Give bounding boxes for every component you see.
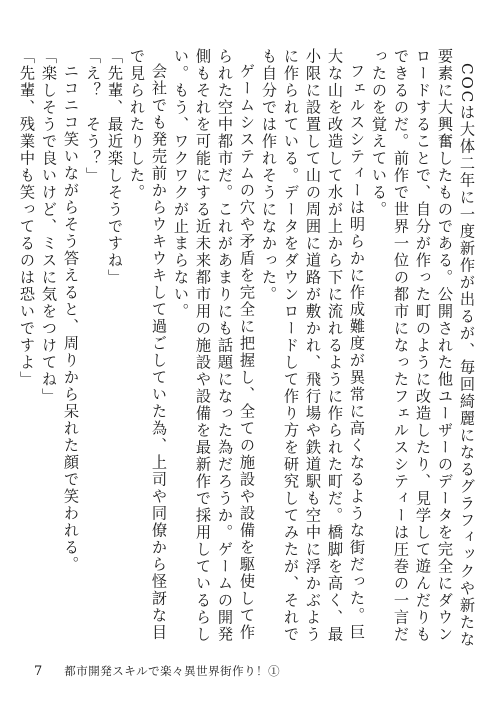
vertical-text-body [18,48,478,656]
page-footer [34,663,280,679]
paragraph: 会社でも発売前からウキウキして過ごしていた為、上司や同僚から怪訝な目で見られたりした。 [128,48,168,642]
dialogue-line: 「先輩、残業中も笑ってるのは恐いですよ」 [18,48,36,388]
dialogue-line: 「先輩、最近楽しそうですね」 [106,48,124,286]
page-number: 7 [34,664,43,679]
paragraph: ゲームシステムの穴や矛盾を完全に把握し、全ての施設や設備を駆使して作られた空中都市だ。これがあまりにも話題になった為だろうか。ゲームの開発側もそれを可能にする近未来都市用の施設や設備を最新作で採用しているらしい。もう、ワクワクが止まらない。 [172,48,256,643]
paragraph: フェルスシティーは明らかに作成難度が異常に高くなるような街だった。巨大な山を改造して水が上から下に流れるように作られた町だ。橋脚を高く、最小限に設置して山の周囲に道路が敷かれ、飛行場や鉄道駅も空中に浮かぶように作られている。データをダウンロードして作り方を研究してみたが、それでも自分では作れそうになかった。 [260,48,366,643]
dialogue-line: 「楽しそうで良いけど、ミスに気をつけてね」 [40,48,58,405]
dialogue-line: 「え？ そう？」 [84,48,102,184]
running-title: 都市開発スキルで楽々異世界街作り！① [64,664,281,678]
paragraph: ニコニコ笑いながらそう答えると、周りから呆れた顔で笑われる。 [62,63,80,574]
paragraph: COCは大体二年に一度新作が出るが、毎回綺麗になるグラフィックや新たな要素に大興奮したものである。公開された他ユーザーのデータを完全にダウンロードすることで、自分が作った町のように改造したり、見学して遊んだりもできるのだ。前作で世界一位の都市になったフェルスシティーは圧巻の一言だったのを覚えている。 [370,48,476,649]
